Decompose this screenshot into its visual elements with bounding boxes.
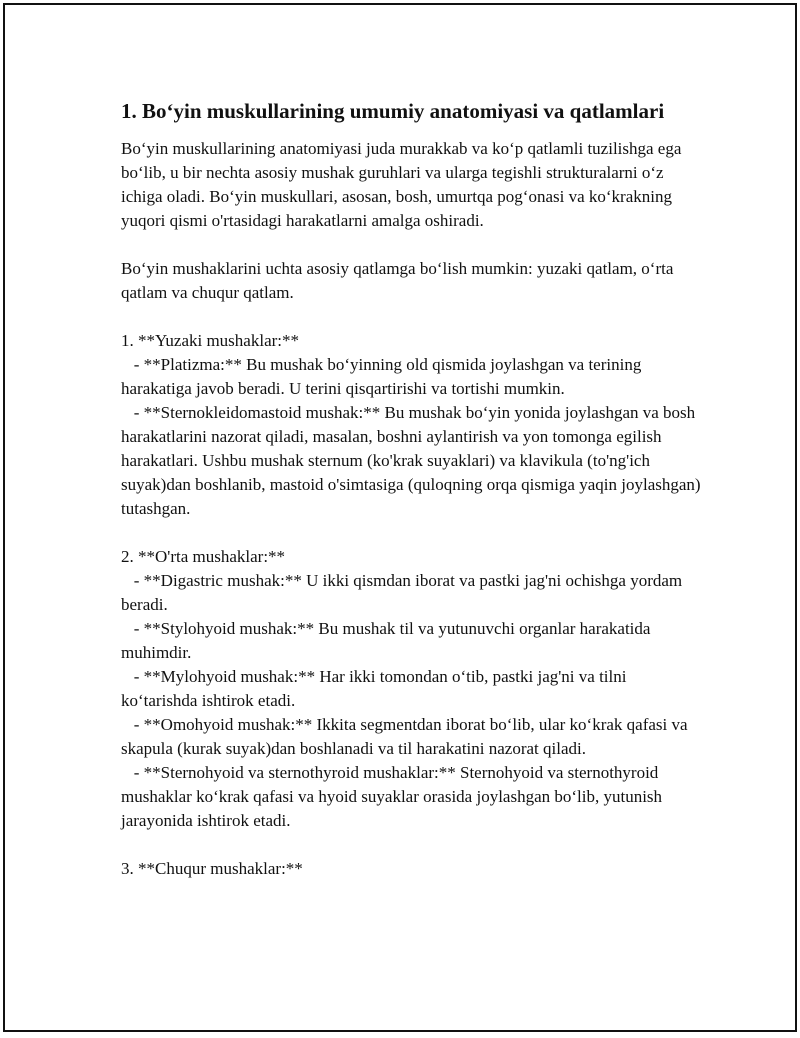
list-item-mylohyoid: - **Mylohyoid mushak:** Har ikki tomondan o‘tib, pastki jag'ni va tilni ko‘tarishda ishtirok etadi. [121,667,631,710]
intro-paragraph: Bo‘yin muskullarining anatomiyasi juda murakkab va ko‘p qatlamli tuzilishga ega bo‘lib, u bir nechta asosiy mushak guruhlari va ularga tegishli strukturalarni o‘z ichiga oladi. Bo‘yin muskullari, asosan, bosh, umurtqa pog‘onasi va ko‘krakning yuqori qismi o'rtasidagi harakatlarni amalga oshiradi. [121,139,686,230]
paragraph-spacer [121,521,701,545]
list-item-digastric: - **Digastric mushak:** U ikki qismdan iborat va pastki jag'ni ochishga yordam beradi. [121,571,687,614]
superficial-heading: 1. **Yuzaki mushaklar:** [121,331,299,350]
list-item-stylohyoid: - **Stylohyoid mushak:** Bu mushak til va yutunuvchi organlar harakatida muhimdir. [121,619,655,662]
paragraph-spacer [121,305,701,329]
section-title: 1. Bo‘yin muskullarining umumiy anatomiyasi va qatlamlari [121,99,665,123]
list-item-platizma: - **Platizma:** Bu mushak bo‘yinning old qismida joylashgan va terining harakatiga javob beradi. U terini qisqartirishi va tortishi mumkin. [121,355,646,398]
layers-intro-paragraph: Bo‘yin mushaklarini uchta asosiy qatlamga bo‘lish mumkin: yuzaki qatlam, o‘rta qatlam va chuqur qatlam. [121,259,678,302]
paragraph-spacer [121,833,701,857]
list-item-sternohyoid: - **Sternohyoid va sternothyroid mushaklar:** Sternohyoid va sternothyroid mushaklar ko‘krak qafasi va hyoid suyaklar orasida joylashgan bo‘lib, yutunish jarayonida ishtirok etadi. [121,763,667,830]
list-item-sternokleidomastoid: - **Sternokleidomastoid mushak:** Bu mushak bo‘yin yonida joylashgan va bosh harakatlarini nazorat qiladi, masalan, boshni aylantirish va yon tomonga egilish harakatlari. Ushbu mushak sternum (ko'krak suyaklari) va klavikula (to'ng'ich suyak)dan boshlanib, mastoid o'simtasiga (quloqning orqa qismiga yaqin joylashgan) tutashgan. [121,403,705,518]
deep-heading: 3. **Chuqur mushaklar:** [121,859,303,878]
document-page [3,3,797,1032]
paragraph-spacer [121,233,701,257]
middle-heading: 2. **O'rta mushaklar:** [121,547,286,566]
list-item-omohyoid: - **Omohyoid mushak:** Ikkita segmentdan iborat bo‘lib, ular ko‘krak qafasi va skapula (kurak suyak)dan boshlanadi va til harakatini nazorat qiladi. [121,715,692,758]
document-content [121,97,705,881]
